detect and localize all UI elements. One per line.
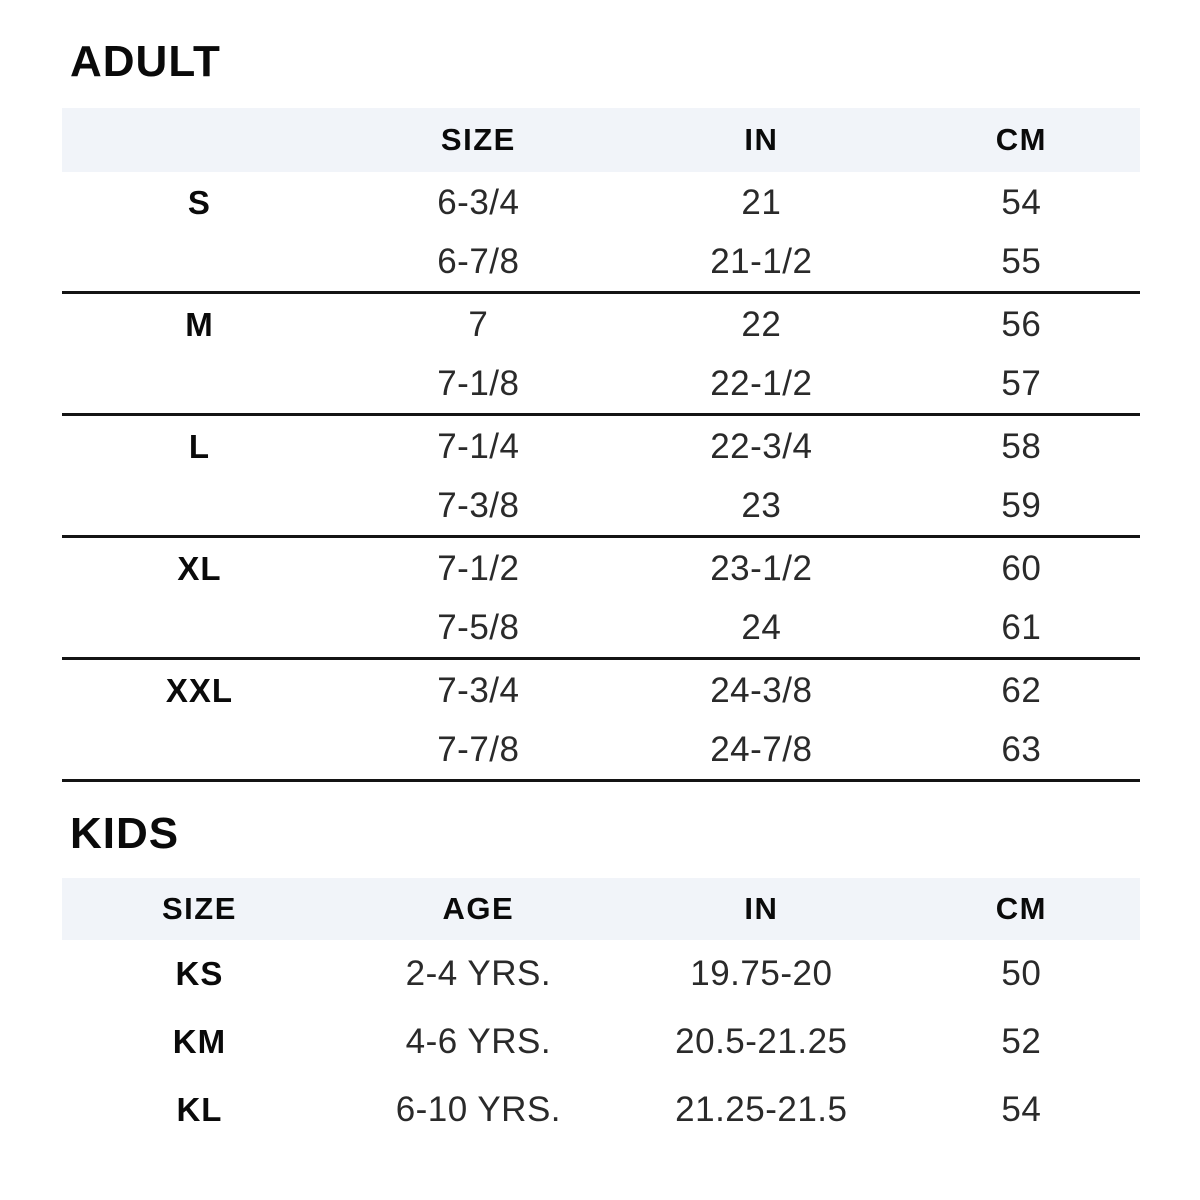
kids-header-cell-age: AGE bbox=[442, 891, 515, 926]
hat-size-cell: 7-1/8 bbox=[437, 364, 520, 403]
inches-cell: 23 bbox=[741, 486, 782, 525]
hat-size-cell: 7-1/4 bbox=[437, 426, 520, 466]
kids-size-label: KS bbox=[175, 955, 224, 992]
size-group-label: M bbox=[185, 305, 214, 343]
table-row bbox=[62, 172, 1140, 233]
inches-cell: 22-1/2 bbox=[710, 364, 813, 403]
adult-section-title: ADULT bbox=[70, 37, 221, 86]
table-row bbox=[62, 416, 1140, 477]
kids-size-label: KL bbox=[176, 1091, 223, 1128]
table-row bbox=[62, 355, 1140, 416]
inches-cell: 19.75-20 bbox=[690, 954, 833, 993]
hat-size-cell: 7-1/2 bbox=[437, 548, 520, 588]
adult-section bbox=[62, 37, 1140, 782]
inches-cell: 20.5-21.25 bbox=[675, 1022, 848, 1061]
cm-cell: 54 bbox=[1001, 1090, 1042, 1129]
hat-size-cell: 7-5/8 bbox=[437, 608, 520, 647]
inches-cell: 22 bbox=[741, 304, 782, 344]
cm-cell: 61 bbox=[1001, 608, 1042, 647]
inches-cell: 23-1/2 bbox=[710, 548, 813, 588]
kids-header-cell-in: IN bbox=[744, 891, 779, 926]
size-group-label: S bbox=[187, 183, 211, 221]
table-row bbox=[62, 477, 1140, 538]
size-group-label: XXL bbox=[165, 671, 234, 709]
table-row bbox=[62, 660, 1140, 721]
table-row bbox=[62, 1008, 1140, 1076]
hat-size-cell: 7 bbox=[468, 304, 489, 344]
inches-cell: 21 bbox=[741, 182, 782, 222]
adult-header-cell-in: IN bbox=[744, 122, 779, 157]
table-row bbox=[62, 721, 1140, 782]
size-group-label: L bbox=[188, 427, 211, 465]
kids-table-body bbox=[62, 940, 1140, 1144]
cm-cell: 59 bbox=[1001, 486, 1042, 525]
cm-cell: 58 bbox=[1001, 426, 1042, 466]
table-row bbox=[62, 538, 1140, 599]
inches-cell: 22-3/4 bbox=[710, 426, 813, 466]
cm-cell: 50 bbox=[1001, 954, 1042, 993]
hat-size-cell: 7-7/8 bbox=[437, 730, 520, 769]
kids-section-title: KIDS bbox=[70, 809, 180, 858]
kids-header-cell-size: SIZE bbox=[161, 891, 237, 926]
adult-table-header bbox=[62, 108, 1140, 172]
cm-cell: 57 bbox=[1001, 364, 1042, 403]
table-row bbox=[62, 940, 1140, 1008]
age-cell: 4-6 YRS. bbox=[405, 1022, 552, 1061]
hat-size-cell: 7-3/4 bbox=[437, 670, 520, 710]
adult-header-cell-size: SIZE bbox=[440, 122, 516, 157]
inches-cell: 24-7/8 bbox=[710, 730, 813, 769]
adult-header-cell-cm: CM bbox=[995, 122, 1047, 157]
cm-cell: 54 bbox=[1001, 182, 1042, 222]
size-group-label: XL bbox=[177, 549, 222, 587]
table-row bbox=[62, 1076, 1140, 1144]
age-cell: 2-4 YRS. bbox=[405, 954, 552, 993]
adult-table-body bbox=[62, 172, 1140, 782]
inches-cell: 24-3/8 bbox=[710, 670, 813, 710]
kids-section bbox=[62, 809, 1140, 1144]
cm-cell: 62 bbox=[1001, 670, 1042, 710]
hat-size-cell: 6-7/8 bbox=[437, 242, 520, 281]
table-row bbox=[62, 599, 1140, 660]
hat-size-cell: 6-3/4 bbox=[437, 182, 520, 222]
cm-cell: 56 bbox=[1001, 304, 1042, 344]
hat-size-cell: 7-3/8 bbox=[437, 486, 520, 525]
cm-cell: 52 bbox=[1001, 1022, 1042, 1061]
cm-cell: 63 bbox=[1001, 730, 1042, 769]
inches-cell: 21-1/2 bbox=[710, 242, 813, 281]
kids-size-label: KM bbox=[172, 1023, 227, 1060]
table-row bbox=[62, 233, 1140, 294]
kids-table-header bbox=[62, 878, 1140, 940]
inches-cell: 21.25-21.5 bbox=[675, 1090, 848, 1129]
cm-cell: 60 bbox=[1001, 548, 1042, 588]
inches-cell: 24 bbox=[741, 608, 782, 647]
table-row bbox=[62, 294, 1140, 355]
kids-header-cell-cm: CM bbox=[995, 891, 1047, 926]
cm-cell: 55 bbox=[1001, 242, 1042, 281]
age-cell: 6-10 YRS. bbox=[395, 1090, 562, 1129]
